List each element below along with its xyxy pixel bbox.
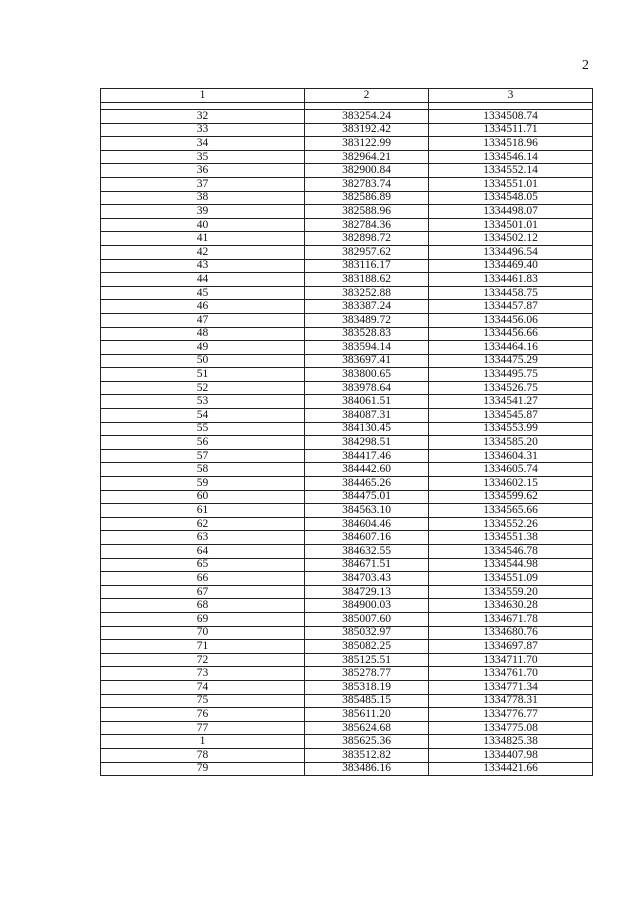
cell-point-number: 63: [101, 531, 305, 545]
cell-y-coordinate: 1334457.87: [429, 300, 593, 314]
cell-point-number: 50: [101, 354, 305, 368]
cell-y-coordinate: 1334475.29: [429, 354, 593, 368]
cell-x-coordinate: 384632.55: [305, 545, 429, 559]
cell-point-number: 76: [101, 708, 305, 722]
cell-x-coordinate: 383116.17: [305, 259, 429, 273]
table-row: [101, 572, 593, 586]
cell-point-number: 66: [101, 572, 305, 586]
cell-x-coordinate: 385125.51: [305, 653, 429, 667]
table-row: [101, 640, 593, 654]
cell-y-coordinate: 1334518.96: [429, 137, 593, 151]
cell-x-coordinate: 383192.42: [305, 123, 429, 137]
cell-y-coordinate: 1334602.15: [429, 477, 593, 491]
table-row: [101, 612, 593, 626]
cell-point-number: 54: [101, 409, 305, 423]
table-row: [101, 735, 593, 749]
cell-point-number: 46: [101, 300, 305, 314]
cell-point-number: 38: [101, 191, 305, 205]
cell-point-number: 56: [101, 436, 305, 450]
cell-x-coordinate: 383486.16: [305, 762, 429, 776]
cell-x-coordinate: 383528.83: [305, 327, 429, 341]
cell-y-coordinate: 1334469.40: [429, 259, 593, 273]
cell-x-coordinate: 385007.60: [305, 612, 429, 626]
table-row: [101, 504, 593, 518]
cell-x-coordinate: 382957.62: [305, 245, 429, 259]
table-row: [101, 137, 593, 151]
cell-x-coordinate: 384729.13: [305, 585, 429, 599]
cell-x-coordinate: 382783.74: [305, 177, 429, 191]
table-row: [101, 694, 593, 708]
table-row: [101, 395, 593, 409]
cell-point-number: 44: [101, 273, 305, 287]
cell-y-coordinate: 1334458.75: [429, 286, 593, 300]
cell-y-coordinate: 1334761.70: [429, 667, 593, 681]
cell-point-number: 65: [101, 558, 305, 572]
table-row: [101, 381, 593, 395]
cell-y-coordinate: 1334565.66: [429, 504, 593, 518]
cell-point-number: 58: [101, 463, 305, 477]
table-row: [101, 218, 593, 232]
cell-point-number: 69: [101, 612, 305, 626]
cell-point-number: 43: [101, 259, 305, 273]
cell-y-coordinate: 1334552.14: [429, 164, 593, 178]
table-row: [101, 762, 593, 776]
cell-point-number: 67: [101, 585, 305, 599]
cell-y-coordinate: 1334526.75: [429, 381, 593, 395]
table-row: [101, 463, 593, 477]
table-row: [101, 177, 593, 191]
cell-y-coordinate: 1334464.16: [429, 341, 593, 355]
table-row: [101, 748, 593, 762]
cell-y-coordinate: 1334551.38: [429, 531, 593, 545]
table-row: [101, 232, 593, 246]
table-row: [101, 164, 593, 178]
cell-point-number: 70: [101, 626, 305, 640]
cell-y-coordinate: 1334544.98: [429, 558, 593, 572]
cell-x-coordinate: 382964.21: [305, 150, 429, 164]
cell-point-number: 71: [101, 640, 305, 654]
cell-point-number: 73: [101, 667, 305, 681]
cell-y-coordinate: 1334541.27: [429, 395, 593, 409]
cell-y-coordinate: 1334456.06: [429, 313, 593, 327]
coordinates-table: [100, 88, 593, 776]
cell-x-coordinate: 384475.01: [305, 490, 429, 504]
cell-x-coordinate: 385278.77: [305, 667, 429, 681]
cell-x-coordinate: 385082.25: [305, 640, 429, 654]
table-header: [101, 89, 593, 103]
header-row: [101, 89, 593, 103]
cell-point-number: 39: [101, 205, 305, 219]
cell-x-coordinate: 384671.51: [305, 558, 429, 572]
cell-point-number: 75: [101, 694, 305, 708]
table-row: [101, 626, 593, 640]
table-row: [101, 286, 593, 300]
cell-y-coordinate: 1334498.07: [429, 205, 593, 219]
table-row: [101, 123, 593, 137]
cell-x-coordinate: 382588.96: [305, 205, 429, 219]
cell-x-coordinate: 384061.51: [305, 395, 429, 409]
cell-point-number: 37: [101, 177, 305, 191]
cell-point-number: 36: [101, 164, 305, 178]
cell-point-number: 57: [101, 449, 305, 463]
cell-y-coordinate: 1334671.78: [429, 612, 593, 626]
cell-x-coordinate: 384087.31: [305, 409, 429, 423]
cell-y-coordinate: 1334680.76: [429, 626, 593, 640]
cell-x-coordinate: 383254.24: [305, 110, 429, 124]
cell-x-coordinate: 385625.36: [305, 735, 429, 749]
table-row: [101, 422, 593, 436]
cell-y-coordinate: 1334502.12: [429, 232, 593, 246]
cell-x-coordinate: 385611.20: [305, 708, 429, 722]
cell-x-coordinate: 382898.72: [305, 232, 429, 246]
cell-y-coordinate: 1334501.01: [429, 218, 593, 232]
cell-point-number: 62: [101, 517, 305, 531]
cell-y-coordinate: 1334421.66: [429, 762, 593, 776]
table-row: [101, 327, 593, 341]
cell-point-number: 79: [101, 762, 305, 776]
cell-point-number: 64: [101, 545, 305, 559]
table-row: [101, 191, 593, 205]
cell-point-number: 77: [101, 721, 305, 735]
cell-y-coordinate: 1334456.66: [429, 327, 593, 341]
cell-y-coordinate: 1334825.38: [429, 735, 593, 749]
table-row: [101, 300, 593, 314]
cell-y-coordinate: 1334546.78: [429, 545, 593, 559]
table-row: [101, 708, 593, 722]
cell-y-coordinate: 1334552.26: [429, 517, 593, 531]
cell-y-coordinate: 1334605.74: [429, 463, 593, 477]
cell-x-coordinate: 384604.46: [305, 517, 429, 531]
cell-point-number: 53: [101, 395, 305, 409]
cell-x-coordinate: 385032.97: [305, 626, 429, 640]
cell-y-coordinate: 1334551.01: [429, 177, 593, 191]
cell-point-number: 51: [101, 368, 305, 382]
table-row: [101, 653, 593, 667]
cell-x-coordinate: 383978.64: [305, 381, 429, 395]
table-row: [101, 409, 593, 423]
table-row: [101, 545, 593, 559]
cell-point-number: 72: [101, 653, 305, 667]
table-row: [101, 259, 593, 273]
spacer-row: [101, 103, 593, 110]
cell-point-number: 34: [101, 137, 305, 151]
table-row: [101, 490, 593, 504]
cell-y-coordinate: 1334461.83: [429, 273, 593, 287]
table-row: [101, 558, 593, 572]
table-row: [101, 449, 593, 463]
cell-x-coordinate: 384563.10: [305, 504, 429, 518]
spacer-cell: [305, 103, 429, 110]
header-cell-point: 1: [101, 89, 305, 103]
cell-x-coordinate: 382784.36: [305, 218, 429, 232]
cell-point-number: 61: [101, 504, 305, 518]
cell-y-coordinate: 1334604.31: [429, 449, 593, 463]
cell-y-coordinate: 1334585.20: [429, 436, 593, 450]
cell-x-coordinate: 384607.16: [305, 531, 429, 545]
header-cell-y: 3: [429, 89, 593, 103]
table-row: [101, 585, 593, 599]
table-row: [101, 341, 593, 355]
table-row: [101, 313, 593, 327]
cell-y-coordinate: 1334511.71: [429, 123, 593, 137]
header-cell-x: 2: [305, 89, 429, 103]
cell-point-number: 47: [101, 313, 305, 327]
cell-point-number: 40: [101, 218, 305, 232]
cell-x-coordinate: 385624.68: [305, 721, 429, 735]
cell-x-coordinate: 385318.19: [305, 680, 429, 694]
cell-point-number: 60: [101, 490, 305, 504]
cell-x-coordinate: 385485.15: [305, 694, 429, 708]
cell-x-coordinate: 383697.41: [305, 354, 429, 368]
cell-point-number: 1: [101, 735, 305, 749]
cell-y-coordinate: 1334508.74: [429, 110, 593, 124]
table-row: [101, 667, 593, 681]
cell-x-coordinate: 383594.14: [305, 341, 429, 355]
cell-x-coordinate: 383188.62: [305, 273, 429, 287]
table-row: [101, 599, 593, 613]
table-row: [101, 721, 593, 735]
table-row: [101, 245, 593, 259]
cell-y-coordinate: 1334778.31: [429, 694, 593, 708]
table-row: [101, 436, 593, 450]
cell-point-number: 49: [101, 341, 305, 355]
cell-y-coordinate: 1334548.05: [429, 191, 593, 205]
table-row: [101, 680, 593, 694]
cell-point-number: 78: [101, 748, 305, 762]
cell-y-coordinate: 1334630.28: [429, 599, 593, 613]
page-number: 2: [582, 58, 589, 73]
cell-y-coordinate: 1334775.08: [429, 721, 593, 735]
cell-y-coordinate: 1334495.75: [429, 368, 593, 382]
cell-y-coordinate: 1334559.20: [429, 585, 593, 599]
table-row: [101, 150, 593, 164]
cell-y-coordinate: 1334711.70: [429, 653, 593, 667]
cell-point-number: 59: [101, 477, 305, 491]
cell-x-coordinate: 383122.99: [305, 137, 429, 151]
table-row: [101, 531, 593, 545]
cell-x-coordinate: 383800.65: [305, 368, 429, 382]
cell-point-number: 45: [101, 286, 305, 300]
cell-point-number: 41: [101, 232, 305, 246]
cell-y-coordinate: 1334599.62: [429, 490, 593, 504]
cell-y-coordinate: 1334697.87: [429, 640, 593, 654]
cell-y-coordinate: 1334546.14: [429, 150, 593, 164]
cell-point-number: 55: [101, 422, 305, 436]
cell-x-coordinate: 384417.46: [305, 449, 429, 463]
cell-x-coordinate: 382586.89: [305, 191, 429, 205]
cell-x-coordinate: 384900.03: [305, 599, 429, 613]
cell-x-coordinate: 383489.72: [305, 313, 429, 327]
cell-point-number: 33: [101, 123, 305, 137]
cell-x-coordinate: 383387.24: [305, 300, 429, 314]
cell-point-number: 68: [101, 599, 305, 613]
cell-x-coordinate: 384703.43: [305, 572, 429, 586]
table-row: [101, 368, 593, 382]
table-row: [101, 110, 593, 124]
table-body: [101, 103, 593, 776]
table-row: [101, 273, 593, 287]
cell-x-coordinate: 383512.82: [305, 748, 429, 762]
cell-y-coordinate: 1334776.77: [429, 708, 593, 722]
cell-x-coordinate: 384130.45: [305, 422, 429, 436]
cell-y-coordinate: 1334496.54: [429, 245, 593, 259]
cell-x-coordinate: 384298.51: [305, 436, 429, 450]
cell-x-coordinate: 383252.88: [305, 286, 429, 300]
cell-y-coordinate: 1334771.34: [429, 680, 593, 694]
spacer-cell: [429, 103, 593, 110]
table-row: [101, 477, 593, 491]
cell-point-number: 48: [101, 327, 305, 341]
cell-y-coordinate: 1334553.99: [429, 422, 593, 436]
cell-point-number: 52: [101, 381, 305, 395]
table-row: [101, 205, 593, 219]
cell-y-coordinate: 1334407.98: [429, 748, 593, 762]
cell-x-coordinate: 382900.84: [305, 164, 429, 178]
table-row: [101, 517, 593, 531]
cell-point-number: 42: [101, 245, 305, 259]
cell-y-coordinate: 1334551.09: [429, 572, 593, 586]
cell-y-coordinate: 1334545.87: [429, 409, 593, 423]
cell-point-number: 32: [101, 110, 305, 124]
table-row: [101, 354, 593, 368]
cell-x-coordinate: 384465.26: [305, 477, 429, 491]
cell-point-number: 74: [101, 680, 305, 694]
cell-x-coordinate: 384442.60: [305, 463, 429, 477]
cell-point-number: 35: [101, 150, 305, 164]
spacer-cell: [101, 103, 305, 110]
